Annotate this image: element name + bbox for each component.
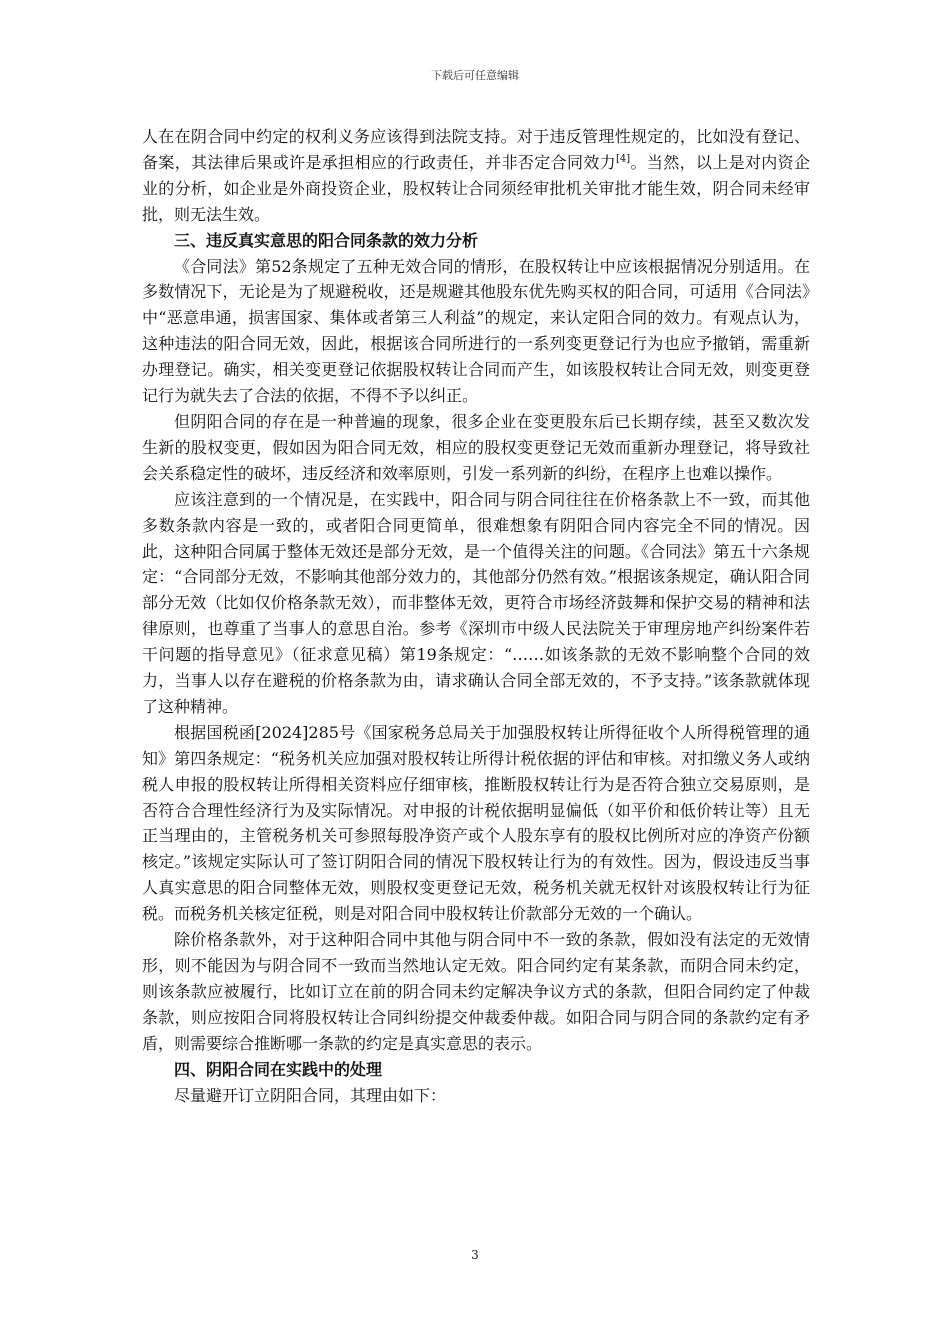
section-heading-3: 三、违反真实意思的阳合同条款的效力分析 — [174, 230, 479, 250]
paragraph-2: 但阴阳合同的存在是一种普遍的现象，很多企业在变更股东后已长期存续，甚至又数次发生新的股权变更，假如因为阳合同无效，相应的股权变更登记无效而重新办理登记，将导致社会关系稳定性的破坏，违反经济和效率原则，引发一系列新的纠纷，在程序上也难以操作。 — [142, 411, 810, 483]
paragraph-4: 根据国税函[2024]285号《国家税务总局关于加强股权转让所得征收个人所得税管理的通知》第四条规定：“税务机关应加强对股权转让所得计税依据的评估和审核。对扣缴义务人或纳税人申报的股权转让所得相关资料应仔细审核，推断股权转让行为是否符合独立交易原则，是否符合合理性经济行为及实际情况。对申报的计税依据明显偏低（如平价和低价转让等）且无正当理由的，主管税务机关可参照每股净资产或个人股东享有的股权比例所对应的净资产份额核定。”该规定实际认可了签订阴阳合同的情况下股权转让行为的有效性。因为，假设违反当事人真实意思的阳合同整体无效，则股权变更登记无效，税务机关就无权针对该股权转让行为征税。而税务机关核定征税，则是对阳合同中股权转让价款部分无效的一个确认。 — [142, 722, 810, 924]
document-body — [142, 124, 810, 1108]
paragraph-6: 尽量避开订立阴阳合同，其理由如下： — [174, 1085, 447, 1105]
page-number: 3 — [471, 1248, 479, 1262]
page-header: 下载后可任意编辑 — [431, 69, 519, 82]
paragraph-text: 人在在阴合同中约定的权利义务应该得到法院支持。对于违反管理性规定的，比如没有登记、备案，其法律后果或许是承担相应的行政责任，并非否定合同效力 — [142, 127, 810, 172]
paragraph-1: 《合同法》第52条规定了五种无效合同的情形，在股权转让中应该根据情况分别适用。在多数情况下，无论是为了规避税收，还是规避其他股东优先购买权的阳合同，可适用《合同法》中“恶意串通，损害国家、集体或者第三人利益”的规定，来认定阳合同的效力。有观点认为，这种违法的阳合同无效，因此，根据该合同所进行的一系列变更登记行为也应予撤销，需重新办理登记。确实，相关变更登记依据股权转让合同而产生，如该股权转让合同无效，则变更登记行为就失去了合法的依据，不得不予以纠正。 — [142, 256, 810, 406]
paragraph-3: 应该注意到的一个情况是，在实践中，阳合同与阴合同往往在价格条款上不一致，而其他多数条款内容是一致的，或者阳合同更简单，很难想象有阴阳合同内容完全不同的情况。因此，这种阳合同属于整体无效还是部分无效，是一个值得关注的问题。《合同法》第五十六条规定：“合同部分无效，不影响其他部分效力的，其他部分仍然有效。”根据该条规定，确认阳合同部分无效（比如仅价格条款无效），而非整体无效，更符合市场经济鼓舞和保护交易的精神和法律原则，也尊重了当事人的意思自治。参考《深圳市中级人民法院关于审理房地产纠纷案件若干问题的指导意见》（征求意见稿）第19条规定：“……如该条款的无效不影响整个合同的效力，当事人以存在避税的价格条款为由，请求确认合同全部无效的，不予支持。”该条款就体现了这种精神。 — [142, 489, 810, 716]
footnote-reference: [4] — [616, 153, 631, 165]
section-heading-4: 四、阴阳合同在实践中的处理 — [174, 1059, 383, 1079]
paragraph-5: 除价格条款外，对于这种阳合同中其他与阴合同中不一致的条款，假如没有法定的无效情形，则不能因为与阴合同不一致而当然地认定无效。阳合同约定有某条款，而阴合同未约定，则该条款应被履行，比如订立在前的阴合同未约定解决争议方式的条款，但阳合同约定了仲裁条款，则应按阳合同将股权转让合同纠纷提交仲裁委仲裁。如阳合同与阴合同的条款约定有矛盾，则需要综合推断哪一条款的约定是真实意思的表示。 — [142, 930, 810, 1053]
paragraph-continued — [142, 124, 810, 228]
paragraph-text-tail: 。当然，以上是对内资企业的分析，如企业是外商投资企业，股权转让合同须经审批机关审批才能生效，阴合同未经审批，则无法生效。 — [142, 152, 810, 224]
